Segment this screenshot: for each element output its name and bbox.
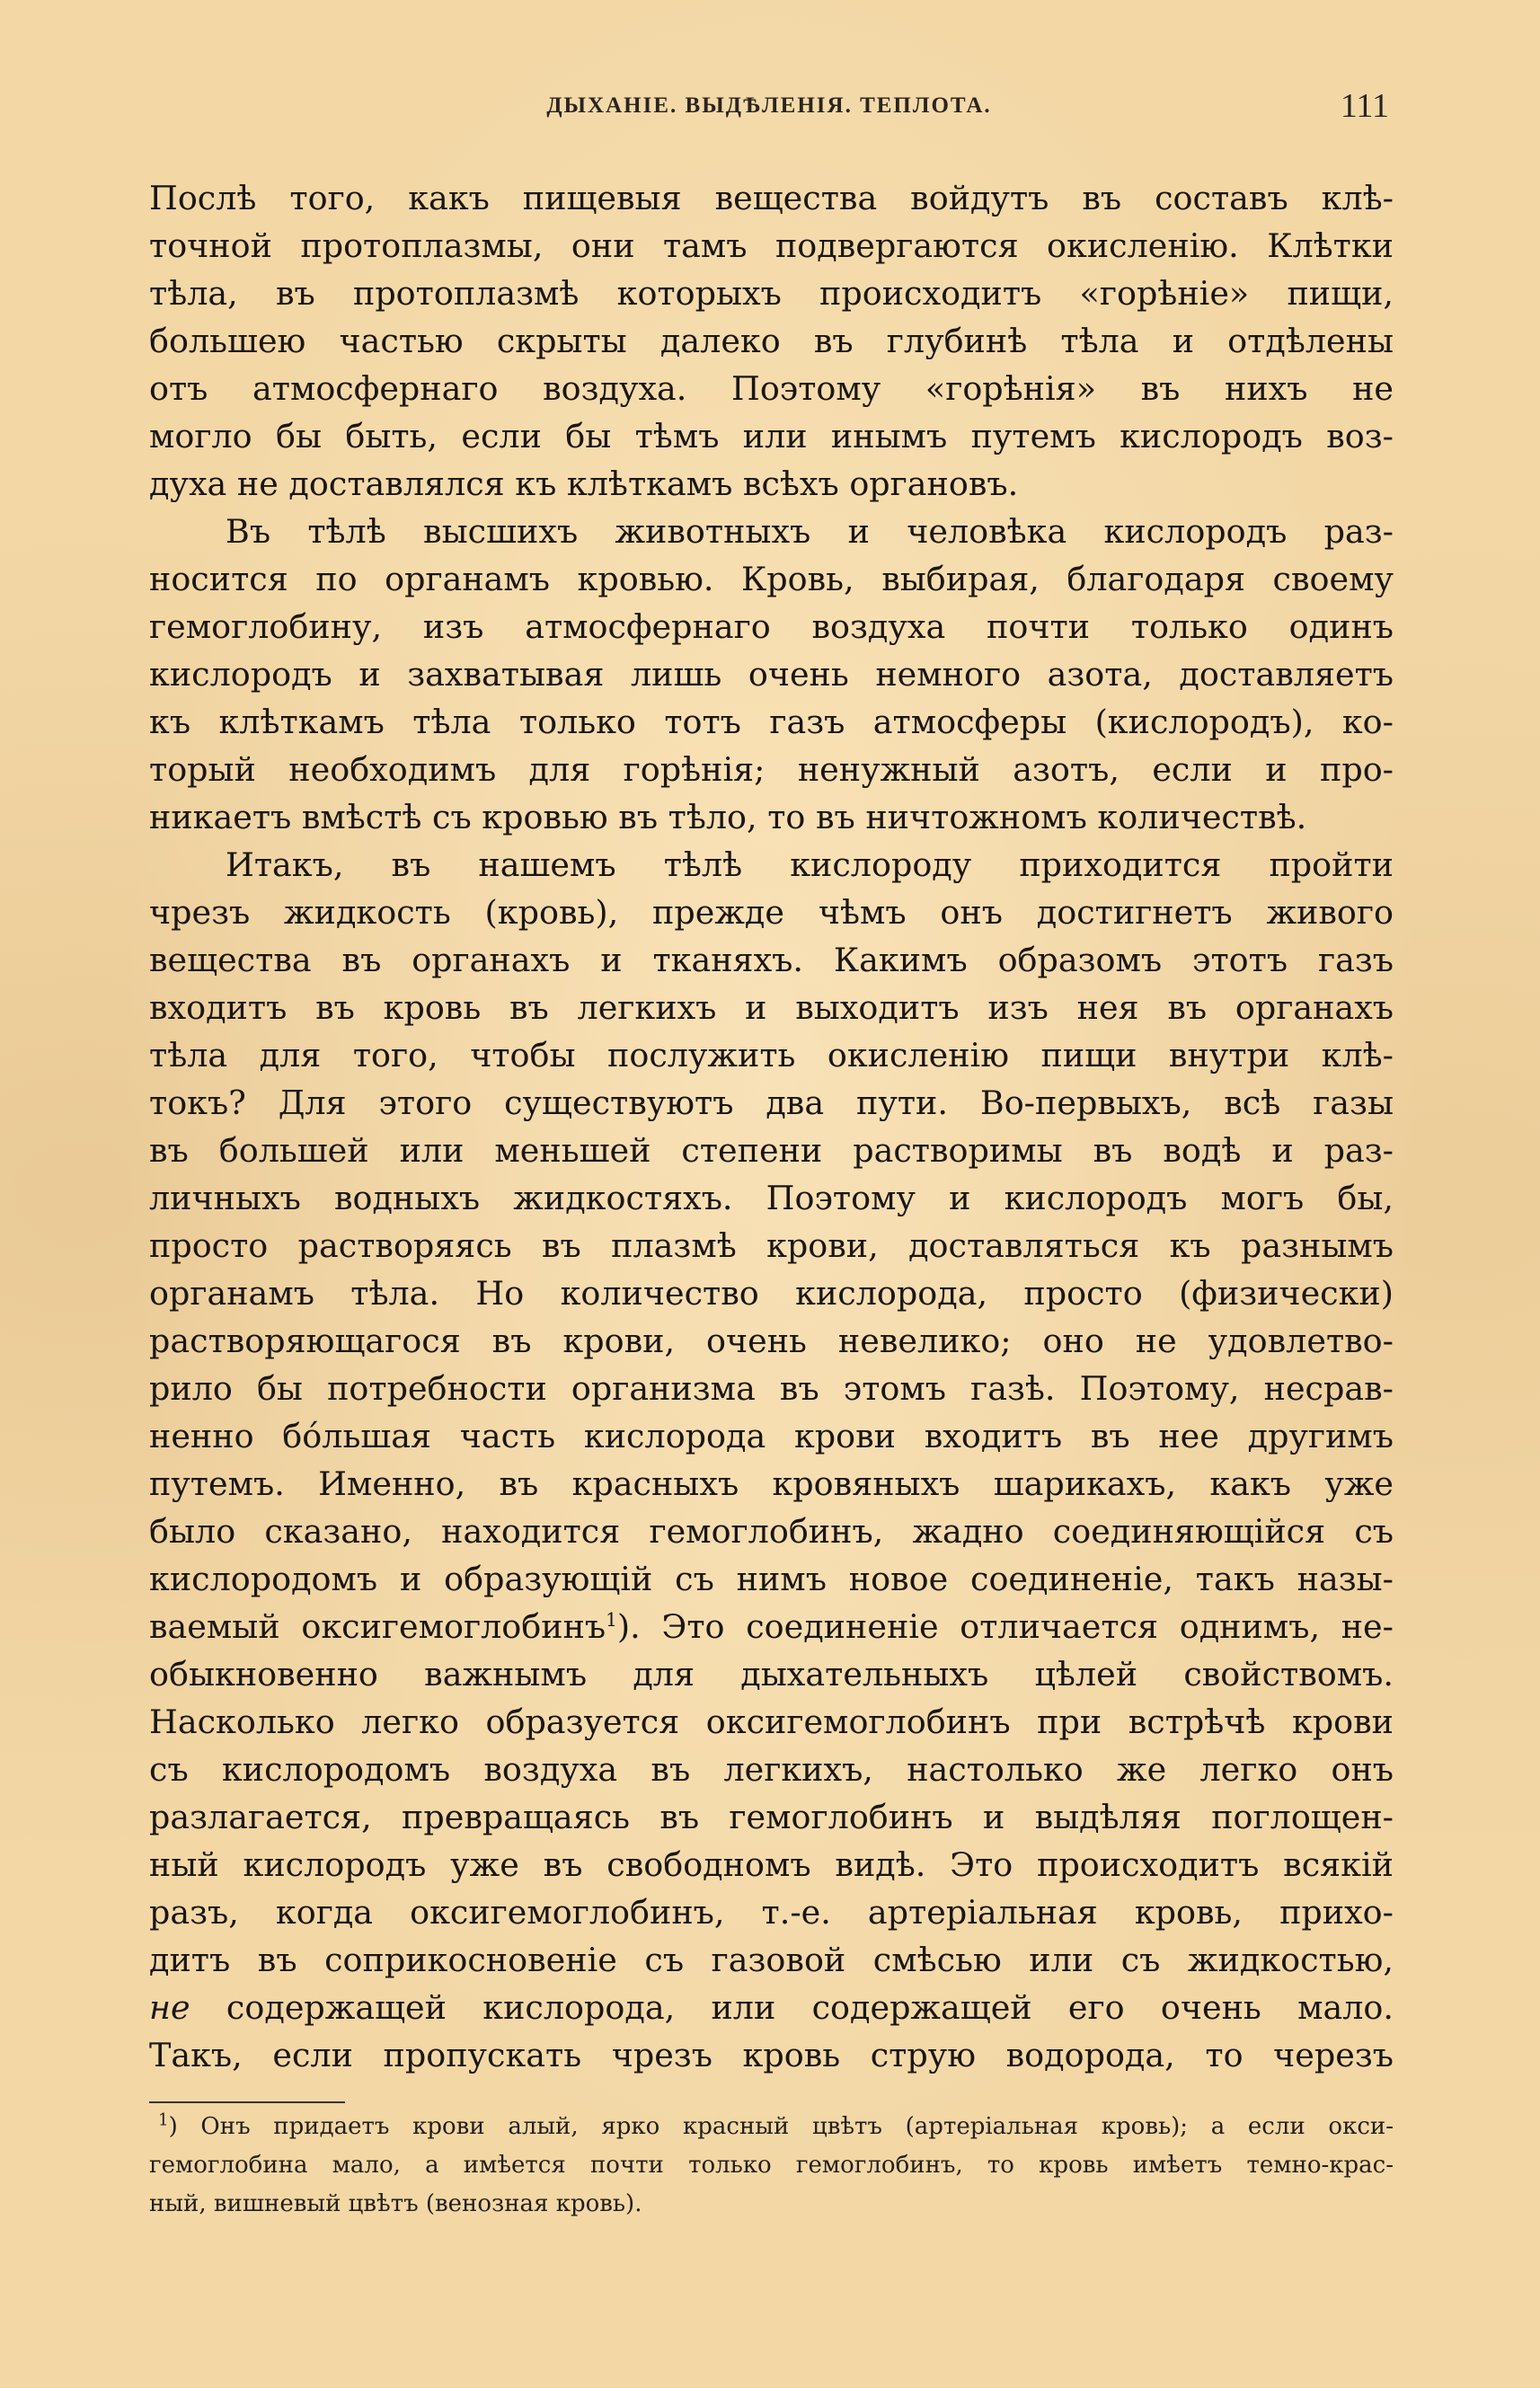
text-line: токъ? Для этого существуютъ два пути. Во-первыхъ, всѣ газы — [149, 1083, 1394, 1122]
text-line: Такъ, если пропускать чрезъ кровь струю водорода, то черезъ — [149, 2036, 1394, 2074]
text-line — [149, 1984, 1394, 2031]
text-line: съ кислородомъ воздуха въ легкихъ, настолько же легко онъ — [149, 1750, 1394, 1789]
text-line: личныхъ водныхъ жидкостяхъ. Поэтому и кислородъ могъ бы, — [149, 1179, 1394, 1217]
text-line: входитъ въ кровь въ легкихъ и выходитъ изъ нея въ органахъ — [149, 988, 1394, 1027]
text-line: разъ, когда оксигемоглобинъ, т.-е. артеріальная кровь, прихо- — [149, 1893, 1394, 1932]
text-line: Насколько легко образуется оксигемоглобинъ при встрѣчѣ крови — [149, 1703, 1394, 1741]
text-fragment: ) Онъ придаетъ крови алый, ярко красный цвѣтъ (артеріальная кровь); а если окси- — [168, 2113, 1394, 2140]
text-line: кислородомъ и образующій съ нимъ новое соединеніе, такъ назы- — [149, 1560, 1394, 1598]
text-line: просто растворяясь въ плазмѣ крови, доставляться къ разнымъ — [149, 1226, 1394, 1265]
text-fragment: ваемый оксигемоглобинъ — [149, 1607, 606, 1646]
text-line — [149, 1603, 1394, 1650]
text-line: никаетъ вмѣстѣ съ кровью въ тѣло, то въ ничтожномъ количествѣ. — [149, 798, 1307, 836]
text-line: отъ атмосфернаго воздуха. Поэтому «горѣнія» въ нихъ не — [149, 369, 1394, 408]
text-line: торый необходимъ для горѣнія; ненужный азотъ, если и про- — [149, 750, 1394, 789]
body-text — [149, 174, 1394, 2079]
text-line: ненно бóльшая часть кислорода крови входитъ въ нее другимъ — [149, 1417, 1394, 1455]
footnote-marker: 1 — [158, 2110, 169, 2130]
text-line: органамъ тѣла. Но количество кислорода, просто (физически) — [149, 1274, 1394, 1313]
text-line: гемоглобину, изъ атмосфернаго воздуха почти только одинъ — [149, 607, 1394, 646]
footnote-line: гемоглобина мало, а имѣется почти только гемоглобинъ, то кровь имѣетъ темно-крас- — [149, 2152, 1394, 2179]
footnote-line — [149, 2108, 1394, 2146]
text-line: кислородъ и захватывая лишь очень немного азота, доставляетъ — [149, 655, 1394, 694]
text-line: вещества въ органахъ и тканяхъ. Какимъ образомъ этотъ газъ — [149, 941, 1394, 979]
text-line: тѣла для того, чтобы послужить окисленію пищи внутри клѣ- — [149, 1036, 1394, 1075]
footnotes — [149, 2108, 1394, 2224]
text-line: большею частью скрыты далеко въ глубинѣ тѣла и отдѣлены — [149, 322, 1394, 360]
text-line: въ большей или меньшей степени растворимы въ водѣ и раз- — [149, 1131, 1394, 1170]
text-line: рило бы потребности организма въ этомъ газѣ. Поэтому, несрав- — [149, 1369, 1394, 1408]
text-line: духа не доставлялся къ клѣткамъ всѣхъ органовъ. — [149, 464, 1019, 503]
running-head — [149, 86, 1389, 126]
text-line: путемъ. Именно, въ красныхъ кровяныхъ шарикахъ, какъ уже — [149, 1464, 1394, 1503]
running-title: ДЫХАНІЕ. ВЫДѢЛЕНІЯ. ТЕПЛОТА. — [546, 93, 992, 118]
text-line: Послѣ того, какъ пищевыя вещества войдутъ въ составъ клѣ- — [149, 179, 1394, 217]
text-line: къ клѣткамъ тѣла только тотъ газъ атмосферы (кислородъ), ко- — [149, 703, 1394, 741]
text-fragment: содержащей кислорода, или содержащей его очень мало. — [190, 1988, 1394, 2027]
text-line: тѣла, въ протоплазмѣ которыхъ происходитъ «горѣніе» пищи, — [149, 274, 1394, 313]
text-line: растворяющагося въ крови, очень невелико; оно не удовлетво- — [149, 1322, 1394, 1360]
footnote-divider — [149, 2101, 345, 2103]
text-fragment: ). Это соединеніе отличается однимъ, не- — [616, 1607, 1394, 1646]
text-line: Итакъ, въ нашемъ тѣлѣ кислороду приходится пройти — [226, 845, 1394, 884]
text-line: Въ тѣлѣ высшихъ животныхъ и человѣка кислородъ раз- — [226, 512, 1394, 551]
text-line: точной протоплазмы, они тамъ подвергаются окисленію. Клѣтки — [149, 226, 1394, 265]
footnote-reference: 1 — [606, 1608, 617, 1631]
text-line: дитъ въ соприкосновеніе съ газовой смѣсью или съ жидкостью, — [149, 1941, 1394, 1979]
text-line: обыкновенно важнымъ для дыхательныхъ цѣлей свойствомъ. — [149, 1655, 1394, 1694]
emphasis-text: не — [149, 1988, 190, 2027]
text-line: чрезъ жидкость (кровь), прежде чѣмъ онъ достигнетъ живого — [149, 893, 1394, 932]
text-line: носится по органамъ кровью. Кровь, выбирая, благодаря своему — [149, 560, 1394, 598]
footnote-line: ный, вишневый цвѣтъ (венозная кровь). — [149, 2190, 642, 2217]
text-line: было сказано, находится гемоглобинъ, жадно соединяющійся съ — [149, 1512, 1394, 1551]
text-line: разлагается, превращаясь въ гемоглобинъ и выдѣляя поглощен- — [149, 1798, 1394, 1836]
text-line: ный кислородъ уже въ свободномъ видѣ. Это происходитъ всякій — [149, 1845, 1394, 1884]
page-number: 111 — [1340, 87, 1389, 125]
text-line: могло бы быть, если бы тѣмъ или инымъ путемъ кислородъ воз- — [149, 417, 1394, 455]
